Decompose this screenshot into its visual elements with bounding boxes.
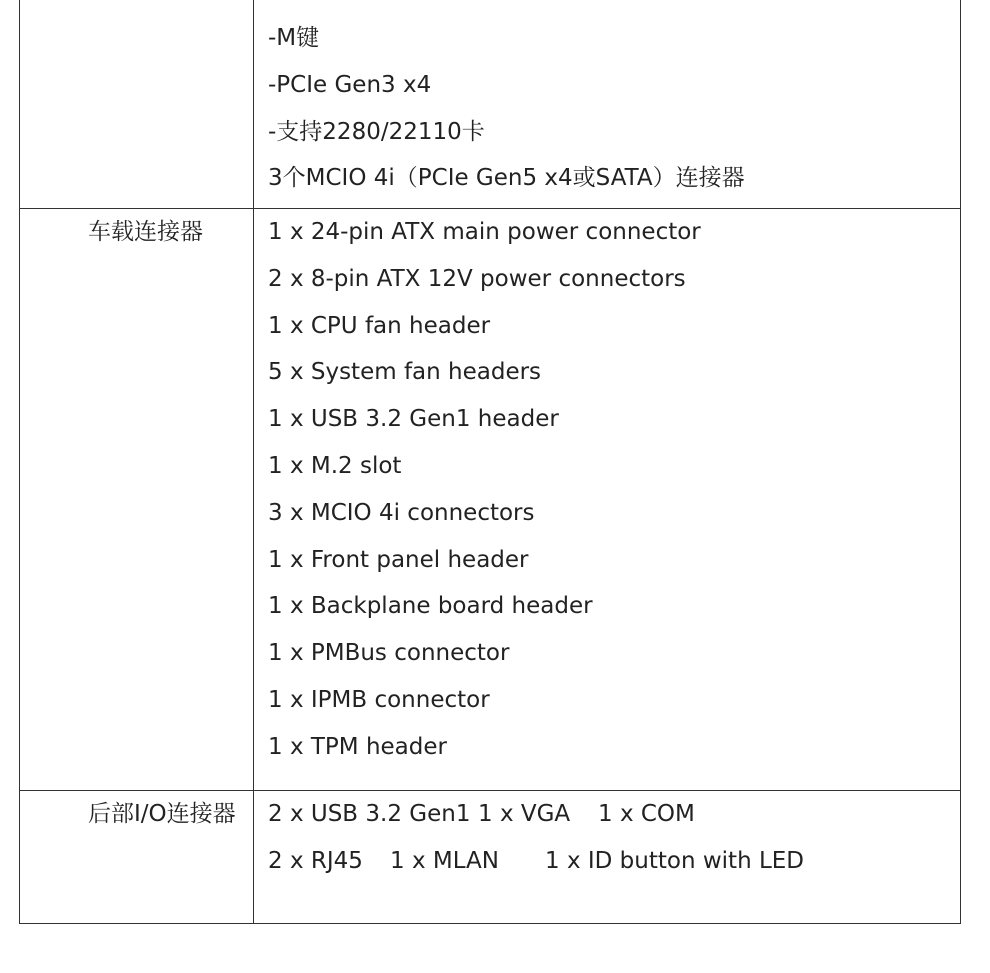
rear-io-row: [20, 791, 960, 923]
connector-item: 1 x PMBus connector: [268, 640, 510, 667]
connector-item: 5 x System fan headers: [268, 359, 542, 386]
connector-item: 1 x IPMB connector: [268, 686, 490, 713]
rear-io-line-2: [268, 838, 948, 885]
storage-line: -支持2280/22110卡: [268, 118, 485, 145]
storage-values: [268, 0, 948, 202]
rear-io-item: 2 x USB 3.2 Gen1: [268, 801, 471, 827]
storage-line: -PCIe Gen3 x4: [268, 71, 432, 98]
connector-item: 1 x TPM header: [268, 733, 447, 760]
connector-item: 1 x M.2 slot: [268, 452, 402, 479]
rear-io-line-1: [268, 791, 948, 838]
rear-io-item: 1 x MLAN: [390, 847, 499, 874]
connector-item: 3 x MCIO 4i connectors: [268, 499, 535, 526]
connector-item: 1 x USB 3.2 Gen1 header: [268, 406, 559, 433]
onboard-connectors-row: [20, 209, 960, 789]
storage-line: 3个MCIO 4i（PCIe Gen5 x4或SATA）连接器: [268, 165, 745, 192]
spec-table: [19, 0, 961, 924]
connector-item: 1 x 24-pin ATX main power connector: [268, 219, 701, 245]
onboard-connectors-label: 车载连接器: [88, 219, 203, 245]
connector-item: 2 x 8-pin ATX 12V power connectors: [268, 265, 686, 292]
rear-io-item: 2 x RJ45: [268, 847, 363, 874]
storage-line: -M键: [268, 25, 320, 51]
rear-io-item: 1 x ID button with LED: [545, 847, 805, 874]
rear-io-values: [268, 791, 948, 885]
rear-io-item: 1 x COM: [598, 801, 695, 827]
connector-item: 1 x CPU fan header: [268, 312, 491, 339]
rear-io-label: 后部I/O连接器: [88, 801, 236, 827]
onboard-connectors-values: [268, 209, 948, 771]
connector-item: 1 x Backplane board header: [268, 593, 593, 620]
connector-item: 1 x Front panel header: [268, 546, 529, 573]
storage-row: [20, 0, 960, 208]
rear-io-item: 1 x VGA: [478, 801, 571, 827]
clipped-text-line: [268, 0, 948, 15]
